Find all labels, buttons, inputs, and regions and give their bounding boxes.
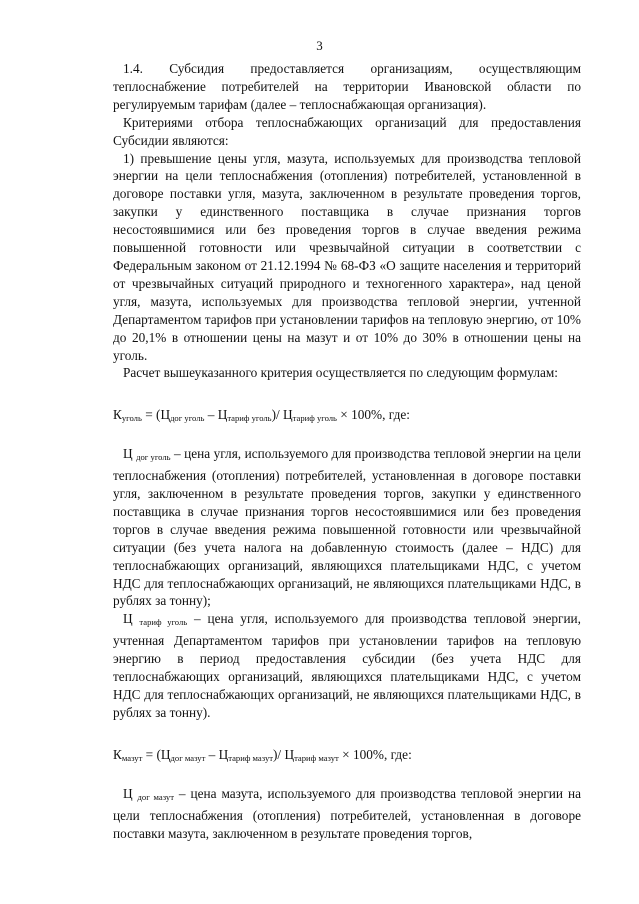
- formula-oil-k-sub: мазут: [121, 752, 143, 763]
- definition-coal-contract-price: [113, 445, 581, 610]
- paragraph-1-4: 1.4. Субсидия предоставляется организациям, осуществляющим теплоснабжение потребителей на территории Ивановской области по регулируемым тарифам (далее – теплоснабжающая организация).: [113, 61, 581, 112]
- definition-coal-tariff-price: [113, 610, 581, 721]
- formula-oil-tail: × 100%, где:: [338, 746, 412, 762]
- formula-oil-minus: – Ц: [205, 746, 229, 762]
- formula-coal-tail: × 100%, где:: [336, 407, 410, 423]
- definition-oil-contract-price: [113, 785, 581, 843]
- formula-coal-a-sub: дог уголь: [170, 413, 205, 424]
- formula-coal-minus: – Ц: [204, 407, 228, 423]
- def-coal-contract-sub: дог уголь: [136, 452, 171, 463]
- formula-coal: [113, 406, 581, 428]
- formula-oil-a-sub: дог мазут: [170, 752, 206, 763]
- def-oil-contract-symbol: Ц: [123, 785, 133, 801]
- def-coal-tariff-text: – цена угля, используемого для производства тепловой энергии, учтенная Департаментом тарифов при установлении тарифов на тепловую энергию в период предоставления субсидии (без учета НДС для теплоснабжающих организаций, являющихся плательщиками НДС, с учетом НДС для теплоснабжающих организаций, не являющихся плательщиками НДС, в рублях за тонну).: [113, 611, 582, 720]
- formula-oil-open: = (Ц: [142, 746, 171, 762]
- page-number: 3: [316, 38, 323, 53]
- paragraph-criteria-intro: Критериями отбора теплоснабжающих организаций для предоставления Субсидии являются:: [113, 114, 581, 148]
- def-coal-tariff-sub: тариф уголь: [139, 617, 188, 628]
- formula-oil-c-sub: тариф мазут: [294, 752, 339, 763]
- formula-coal-open: = (Ц: [141, 407, 171, 423]
- formula-coal-k: К: [113, 407, 122, 423]
- paragraph-formula-intro: Расчет вышеуказанного критерия осуществляется по следующим формулам:: [123, 365, 558, 381]
- formula-coal-b-sub: тариф уголь: [227, 413, 272, 424]
- paragraph-criterion-1: 1) превышение цены угля, мазута, используемых для производства тепловой энергии на цели теплоснабжения (отопления) потребителей, установленной в договоре поставки угля, мазута, заключенном в результате проведения торгов, закупки у единственного поставщика в случае признания торгов несостоявшимися или без проведения торгов в случае введения режима повышенной готовности или чрезвычайной ситуации в соответствии с Федеральным законом от 21.12.1994 № 68-ФЗ «О защите населения и территорий от чрезвычайных ситуаций природного и техногенного характера», над ценой угля, мазута, используемых для производства тепловой энергии, учтенной Департаментом тарифов при установлении тарифов на тепловую энергию, от 10% до 20,1% в отношении цены на мазут и от 10% до 30% в отношении цены на уголь.: [113, 150, 581, 363]
- formula-fuel-oil: [113, 746, 581, 768]
- def-coal-contract-text: – цена угля, используемого для производства тепловой энергии на цели теплоснабжения (отопления) потребителей, установленная в договоре поставки угля, заключенном в результате проведения торгов, закупки у единственного поставщика в случае признания торгов несостоявшимися или без проведения торгов в случае введения режима повышенной готовности или чрезвычайной ситуации (без учета налога на добавленную стоимость (далее – НДС) для теплоснабжающих организаций, являющихся плательщиками НДС, с учетом НДС для теплоснабжающих организаций, не являющихся плательщиками НДС, в рублях за тонну);: [113, 446, 582, 609]
- document-body: [113, 60, 581, 842]
- formula-oil-b-sub: тариф мазут: [228, 752, 273, 763]
- formula-oil-div: )/ Ц: [273, 746, 295, 762]
- def-oil-contract-sub: дог мазут: [137, 791, 174, 802]
- def-oil-contract-text: – цена мазута, используемого для производства тепловой энергии на цели теплоснабжения (отопления) потребителей, установленная в договоре поставки мазута, заключенном в результате проведения торгов,: [113, 785, 581, 841]
- formula-coal-c-sub: тариф уголь: [292, 413, 337, 424]
- formula-oil-k: К: [113, 746, 122, 762]
- formula-coal-div: )/ Ц: [271, 407, 293, 423]
- def-coal-tariff-symbol: Ц: [123, 611, 133, 627]
- def-coal-contract-symbol: Ц: [123, 446, 133, 462]
- formula-coal-k-sub: уголь: [121, 413, 142, 424]
